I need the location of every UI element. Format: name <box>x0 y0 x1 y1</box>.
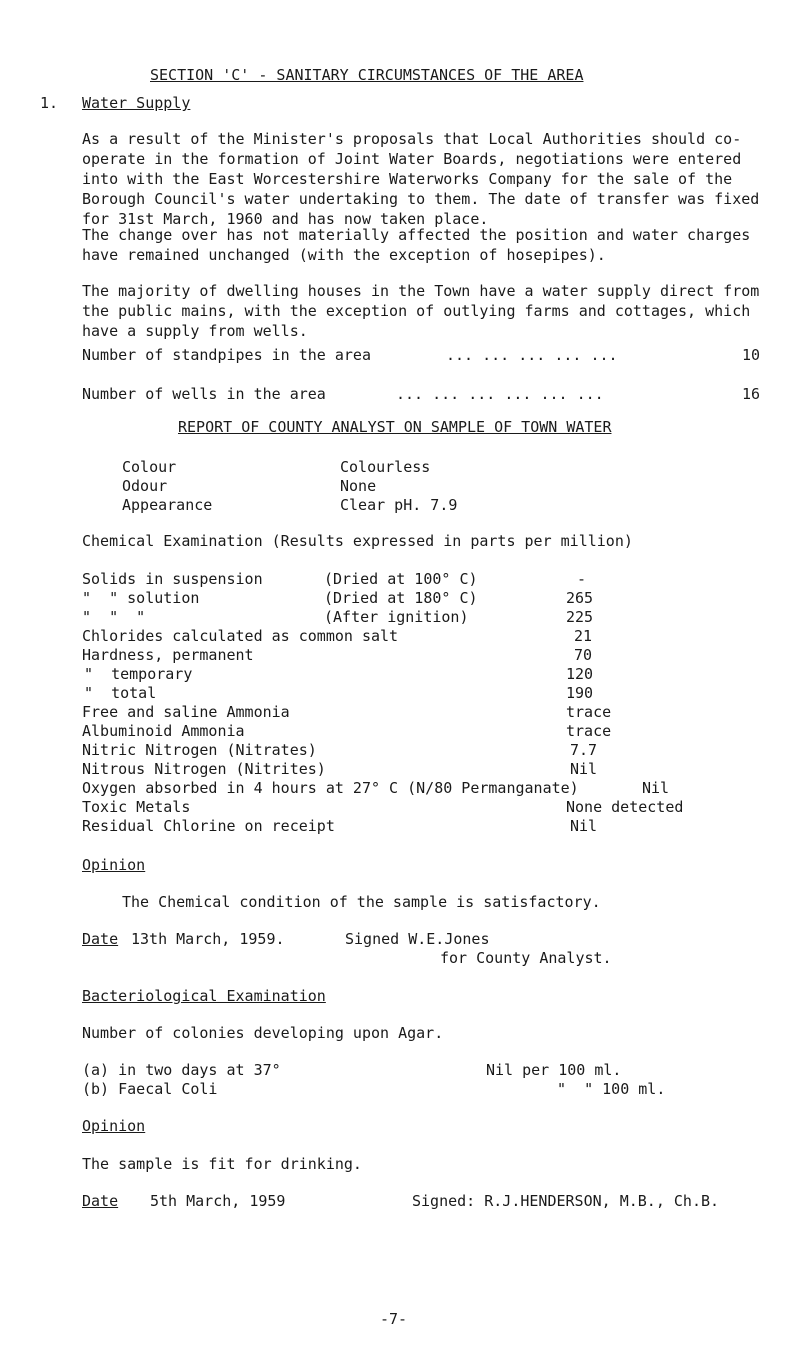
physical-label-appearance: Appearance <box>122 496 213 514</box>
water-supply-number: 1. <box>40 94 59 112</box>
bacteriological-date-value: 5th March, 1959 <box>150 1192 286 1210</box>
water-supply-paragraph-1: As a result of the Minister's proposals that Local Authorities should co-operate in the formation of Joint Water Boards, negotiations were entered into with the East Worcestershire Waterworks Company for the sale of the Borough Council's water undertaking to them. The date of transfer was fixed for 31st March, 1960 and has now taken place. <box>82 130 760 228</box>
chem-row-value: Nil <box>570 760 598 778</box>
standpipes-dots: ... ... ... ... ... <box>446 346 618 364</box>
bacteriological-row-label: (a) in two days at 37° <box>82 1061 281 1079</box>
bacteriological-row-label: (b) Faecal Coli <box>82 1080 218 1098</box>
standpipes-value: 10 <box>742 346 761 364</box>
chem-row-label: Hardness, permanent <box>82 646 254 664</box>
chem-row-label: Free and saline Ammonia <box>82 703 290 721</box>
chem-row-qualifier: (After ignition) <box>324 608 469 626</box>
bacteriological-signed: Signed: R.J.HENDERSON, M.B., Ch.B. <box>412 1192 720 1210</box>
chem-row-value: Nil <box>642 779 670 797</box>
chem-row-value: 225 <box>566 608 594 626</box>
chem-row-label: " total <box>84 684 157 702</box>
chem-row-label: Nitric Nitrogen (Nitrates) <box>82 741 317 759</box>
chem-row-value: 190 <box>566 684 594 702</box>
report-heading: REPORT OF COUNTY ANALYST ON SAMPLE OF TOWN WATER <box>178 418 612 436</box>
chem-row-label: Residual Chlorine on receipt <box>82 817 335 835</box>
page-number: -7- <box>380 1310 408 1328</box>
chem-row-label: Chlorides calculated as common salt <box>82 627 399 645</box>
physical-value-appearance: Clear pH. 7.9 <box>340 496 458 514</box>
chem-row-qualifier: (Dried at 100° C) <box>324 570 478 588</box>
chem-row-value: trace <box>566 703 612 721</box>
chemical-opinion-text: The Chemical condition of the sample is satisfactory. <box>122 893 601 911</box>
bacteriological-intro: Number of colonies developing upon Agar. <box>82 1024 444 1042</box>
wells-dots: ... ... ... ... ... ... <box>396 385 604 403</box>
chem-row-value: 265 <box>566 589 594 607</box>
physical-label-colour: Colour <box>122 458 177 476</box>
wells-value: 16 <box>742 385 761 403</box>
bacteriological-row-value: " " 100 ml. <box>557 1080 666 1098</box>
chem-row-value: trace <box>566 722 612 740</box>
chemical-date-value: 13th March, 1959. <box>131 930 285 948</box>
chemical-date-label: Date <box>82 930 119 948</box>
physical-value-odour: None <box>340 477 377 495</box>
bacteriological-heading: Bacteriological Examination <box>82 987 326 1005</box>
chem-row-label: Nitrous Nitrogen (Nitrites) <box>82 760 326 778</box>
water-supply-paragraph-3: The majority of dwelling houses in the Town have a water supply direct from the public mains, with the exception of outlying farms and cottages, which have a supply from wells. <box>82 282 760 340</box>
standpipes-label: Number of standpipes in the area <box>82 346 371 364</box>
physical-value-colour: Colourless <box>340 458 431 476</box>
chem-row-value: 21 <box>574 627 593 645</box>
chem-row-label: " " solution <box>82 589 200 607</box>
chem-row-value: 70 <box>574 646 593 664</box>
chemical-signed-for: for County Analyst. <box>440 949 612 967</box>
chemical-heading: Chemical Examination (Results expressed in parts per million) <box>82 532 633 550</box>
chem-row-value: None detected <box>566 798 684 816</box>
chem-row-label: Toxic Metals <box>82 798 191 816</box>
chem-row-value: Nil <box>570 817 598 835</box>
chemical-opinion-heading: Opinion <box>82 856 146 874</box>
section-heading: SECTION 'C' - SANITARY CIRCUMSTANCES OF THE AREA <box>150 66 584 84</box>
chem-row-value: - <box>577 570 587 588</box>
chem-row-label: Oxygen absorbed in 4 hours at 27° C (N/80 Permanganate) <box>82 779 579 797</box>
chem-row-label: Solids in suspension <box>82 570 263 588</box>
chem-row-value: 7.7 <box>570 741 598 759</box>
chem-row-label: " " " <box>82 608 146 626</box>
water-supply-heading: Water Supply <box>82 94 191 112</box>
chem-row-label: Albuminoid Ammonia <box>82 722 245 740</box>
chem-row-value: 120 <box>566 665 594 683</box>
bacteriological-date-label: Date <box>82 1192 119 1210</box>
bacteriological-opinion-heading: Opinion <box>82 1117 146 1135</box>
bacteriological-row-value: Nil per 100 ml. <box>486 1061 622 1079</box>
wells-label: Number of wells in the area <box>82 385 326 403</box>
chem-row-label: " temporary <box>84 665 193 683</box>
physical-label-odour: Odour <box>122 477 168 495</box>
chemical-signed: Signed W.E.Jones <box>345 930 490 948</box>
bacteriological-opinion-text: The sample is fit for drinking. <box>82 1155 362 1173</box>
water-supply-paragraph-2: The change over has not materially affected the position and water charges have remained unchanged (with the exception of hosepipes). <box>82 226 751 264</box>
chem-row-qualifier: (Dried at 180° C) <box>324 589 478 607</box>
